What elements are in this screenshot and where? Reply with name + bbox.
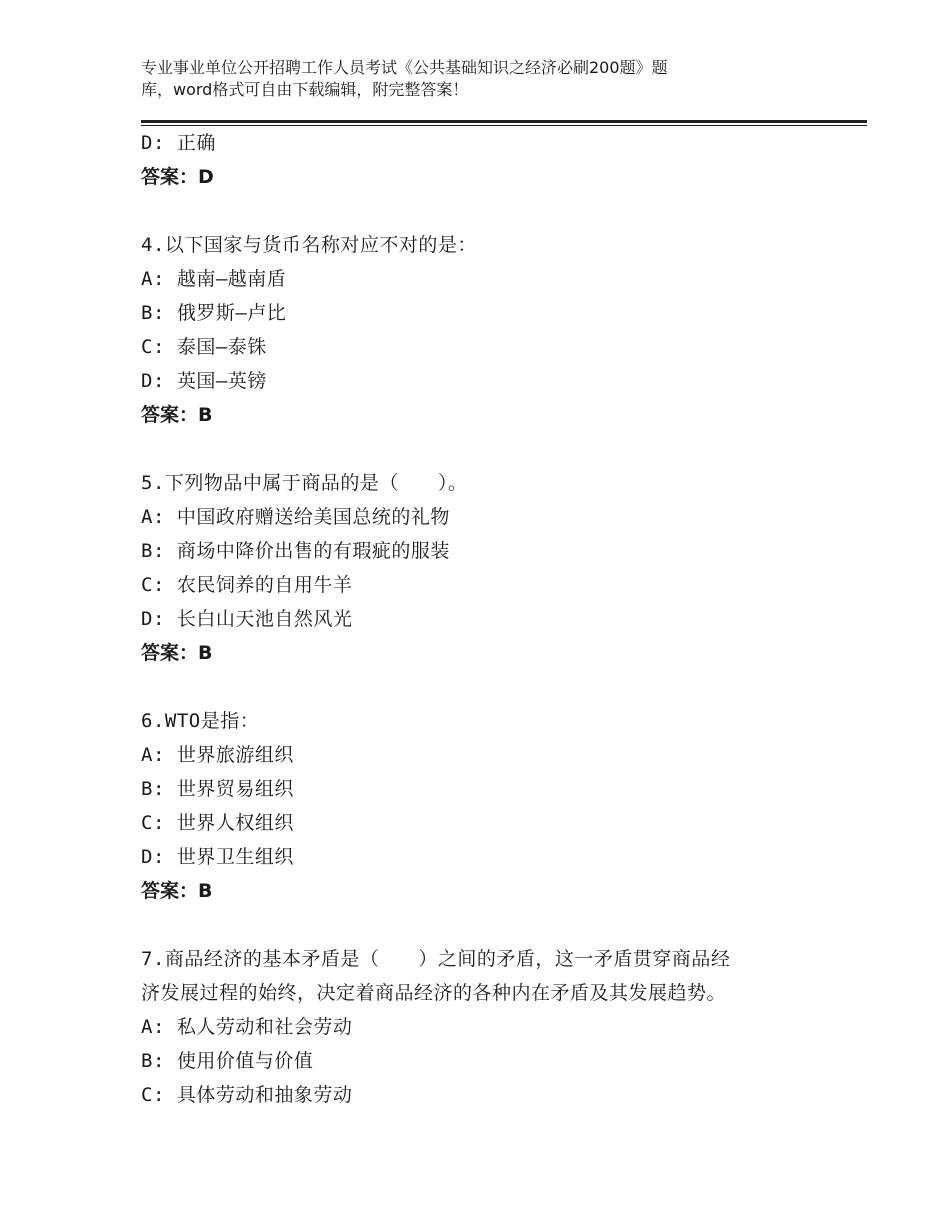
option-a: A: 世界旅游组织: [141, 744, 294, 766]
question-stem-line-2: 济发展过程的始终，决定着商品经济的各种内在矛盾及其发展趋势。: [141, 982, 727, 1004]
option-b: B: 俄罗斯—卢比: [141, 302, 287, 324]
option-d: D: 长白山天池自然风光: [141, 608, 353, 630]
spacer: [141, 194, 821, 228]
question-list: [141, 126, 821, 1112]
answer-line: 答案：B: [141, 642, 213, 664]
question-stem-line-1: 7.商品经济的基本矛盾是（ ）之间的矛盾，这一矛盾贯穿商品经: [141, 948, 731, 970]
answer-line: 答案：B: [141, 404, 213, 426]
option-a: A: 私人劳动和社会劳动: [141, 1016, 353, 1038]
option-c: C: 具体劳动和抽象劳动: [141, 1084, 353, 1106]
question-5: [141, 466, 821, 670]
spacer: [141, 432, 821, 466]
option-b: B: 商场中降价出售的有瑕疵的服装: [141, 540, 450, 562]
question-6: [141, 704, 821, 908]
option-d: D: 正确: [141, 132, 216, 154]
question-4: [141, 228, 821, 432]
question-stem: 6.WTO是指：: [141, 710, 260, 732]
question-3-tail: [141, 126, 821, 194]
page-header: [141, 57, 781, 101]
option-c: C: 世界人权组织: [141, 812, 294, 834]
answer-line: 答案：B: [141, 880, 213, 902]
option-b: B: 世界贸易组织: [141, 778, 294, 800]
option-b: B: 使用价值与价值: [141, 1050, 314, 1072]
header-title-line-2: 库，word格式可自由下载编辑，附完整答案！: [141, 80, 469, 99]
spacer: [141, 908, 821, 942]
header-rule-thick: [141, 120, 867, 123]
answer-line: 答案：D: [141, 166, 214, 188]
option-c: C: 农民饲养的自用牛羊: [141, 574, 353, 596]
question-stem: 5.下列物品中属于商品的是（ ）。: [141, 472, 468, 494]
option-a: A: 越南—越南盾: [141, 268, 287, 290]
option-c: C: 泰国—泰铢: [141, 336, 267, 358]
option-a: A: 中国政府赠送给美国总统的礼物: [141, 506, 450, 528]
spacer: [141, 670, 821, 704]
option-d: D: 英国—英镑: [141, 370, 267, 392]
question-7: [141, 942, 821, 1112]
header-title-line-1: 专业事业单位公开招聘工作人员考试《公共基础知识之经济必刷200题》题: [141, 58, 668, 77]
question-stem: 4.以下国家与货币名称对应不对的是：: [141, 234, 477, 256]
option-d: D: 世界卫生组织: [141, 846, 294, 868]
